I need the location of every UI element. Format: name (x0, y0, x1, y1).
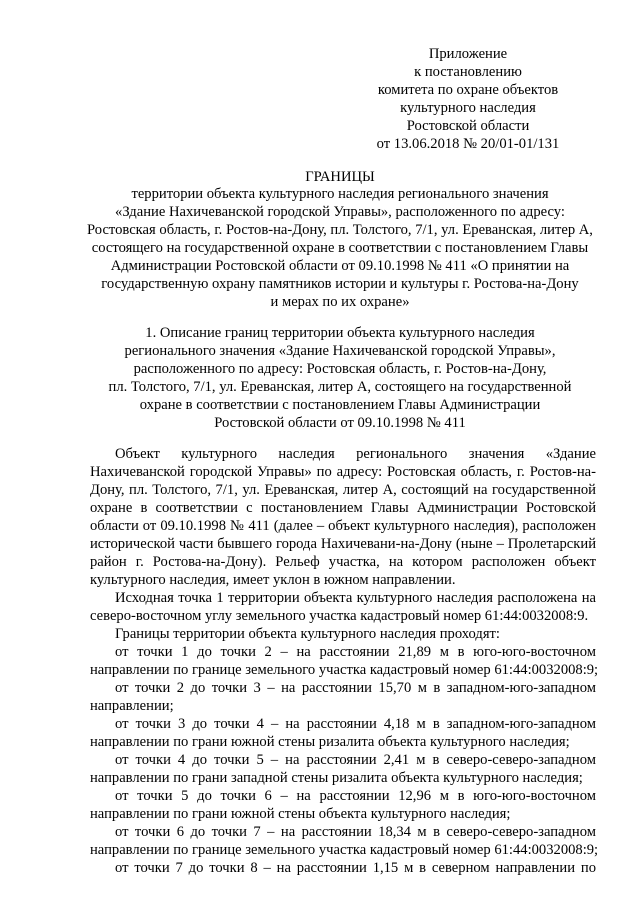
subtitle-line: состоящего на государственной охране в соответствии с постановлением Главы (91, 240, 589, 256)
section-heading-line: расположенного по адресу: Ростовская область, г. Ростов-на-Дону, (133, 361, 547, 377)
appendix-line: к постановлению (414, 64, 522, 80)
body-line: Границы территории объекта культурного наследия проходят: (115, 626, 500, 642)
body-line: от точки 4 до точки 5 – на расстоянии 2,41 м в северо-северо-западном (115, 752, 596, 768)
section-heading-line: пл. Толстого, 7/1, ул. Ереванская, литер А, состоящего на государственной (108, 379, 572, 395)
subtitle-line: Администрации Ростовской области от 09.10.1998 № 411 «О принятии на (110, 258, 570, 274)
subtitle-line: государственную охрану памятников истории и культуры г. Ростова-на-Дону (101, 276, 579, 292)
subtitle-line: Ростовская область, г. Ростов-на-Дону, пл. Толстого, 7/1, ул. Ереванская, литер А, (87, 222, 593, 238)
appendix-line: культурного наследия (400, 100, 536, 116)
body-line: от точки 5 до точки 6 – на расстоянии 12,96 м в юго-юго-восточном (115, 788, 596, 804)
body-line: от точки 2 до точки 3 – на расстоянии 15,70 м в западном-юго-западном (115, 680, 596, 696)
body-line: Объект культурного наследия регионального значения «Здание (115, 446, 596, 462)
body-line: культурного наследия, имеет уклон в южном направлении. (90, 572, 456, 588)
body-line: области от 09.10.1998 № 411 (далее – объект культурного наследия), расположен (90, 518, 596, 534)
body-line: направлении по грани южной стены объекта культурного наследия; (90, 806, 511, 822)
section-heading-line: охране в соответствии с постановлением Главы Администрации (139, 397, 541, 413)
appendix-line: комитета по охране объектов (377, 82, 559, 98)
body-line: от точки 6 до точки 7 – на расстоянии 18,34 м в северо-северо-западном (115, 824, 596, 840)
body-line: район г. Ростова-на-Дону). Рельеф участка, на котором расположен объект (90, 554, 596, 570)
body-line: Исходная точка 1 территории объекта культурного наследия расположена на (115, 590, 596, 606)
body-line: северо-восточном углу земельного участка кадастровый номер 61:44:0032008:9. (90, 608, 589, 624)
subtitle-line: и мерах по их охране» (270, 294, 410, 310)
appendix-line: Приложение (428, 46, 508, 62)
subtitle-line: «Здание Нахичеванской городской Управы», расположенного по адресу: (115, 204, 565, 220)
subtitle-line: территории объекта культурного наследия регионального значения (131, 186, 549, 202)
appendix-line: Ростовской области (406, 118, 530, 134)
body-line: исторической части бывшего города Нахичевани-на-Дону (ныне – Пролетарский (90, 536, 596, 552)
body-line: направлении; (90, 698, 174, 714)
appendix-line: от 13.06.2018 № 20/01-01/131 (376, 136, 560, 152)
body-line: направлении по границе земельного участка кадастровый номер 61:44:0032008:9; (90, 842, 599, 858)
body-line: направлении по границе земельного участка кадастровый номер 61:44:0032008:9; (90, 662, 599, 678)
body-line: охране в соответствии с постановлением Главы Администрации Ростовской (90, 500, 596, 516)
section-heading-line: регионального значения «Здание Нахичеванской городской Управы», (124, 343, 556, 359)
body-line: направлении по грани западной стены ризалита объекта культурного наследия; (90, 770, 583, 786)
body-line: от точки 1 до точки 2 – на расстоянии 21,89 м в юго-юго-восточном (115, 644, 596, 660)
body-line: Нахичеванской городской Управы» по адресу: Ростовская область, г. Ростов-на- (90, 464, 596, 480)
document-title: ГРАНИЦЫ (305, 169, 375, 185)
body-line: Дону, пл. Толстого, 7/1, ул. Ереванская, литер А, состоящий на государственной (90, 482, 596, 498)
body-line: от точки 7 до точки 8 – на расстоянии 1,15 м в северном направлении по (115, 860, 596, 876)
section-heading-line: 1. Описание границ территории объекта культурного наследия (145, 325, 535, 341)
body-line: от точки 3 до точки 4 – на расстоянии 4,18 м в западном-юго-западном (115, 716, 596, 732)
body-line: направлении по грани южной стены ризалита объекта культурного наследия; (90, 734, 570, 750)
section-heading-line: Ростовской области от 09.10.1998 № 411 (214, 415, 466, 431)
